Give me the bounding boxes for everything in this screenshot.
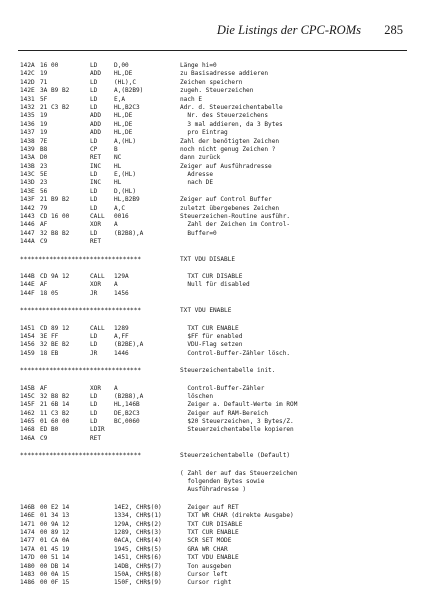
note-line: [20, 478, 412, 486]
code-line: [20, 112, 412, 120]
line-address: 143C: [20, 171, 35, 179]
line-bytes: 19: [40, 120, 48, 128]
line-comment: GRA WR CHAR: [180, 545, 228, 553]
line-comment: Control-Buffer-Zähler lösch.: [180, 349, 291, 357]
line-bytes: 01 CA 0A: [40, 537, 70, 545]
line-comment: Zahl der benötigten Zeichen: [180, 137, 280, 145]
blank-line: [20, 264, 412, 273]
line-address: 144B: [20, 272, 35, 280]
line-bytes: 32 B8 B2: [40, 229, 70, 237]
code-line: [20, 129, 412, 137]
line-comment: löschen: [180, 392, 214, 400]
code-line: [20, 393, 412, 401]
line-address: 1471: [20, 520, 35, 528]
line-address: 143E: [20, 187, 35, 195]
line-operand: E,(HL): [114, 171, 137, 179]
line-operand: HL,146B: [114, 401, 140, 409]
line-bytes: AF: [40, 281, 48, 289]
line-mnemonic: ADD: [90, 120, 102, 128]
line-address: 1454: [20, 332, 35, 340]
section-title: Steuerzeichentabelle init.: [180, 367, 276, 375]
line-mnemonic: LD: [90, 341, 98, 349]
line-address: 1436: [20, 120, 35, 128]
section-separator: [20, 307, 412, 315]
line-bytes: 21 B9 B2: [40, 196, 70, 204]
line-comment: Zeiger auf Control Buffer: [180, 196, 272, 204]
line-bytes: 01 34 13: [40, 512, 70, 520]
line-bytes: 00 0F 15: [40, 579, 70, 587]
line-comment: Null für disabled: [180, 281, 250, 289]
line-bytes: 56: [40, 187, 48, 195]
line-address: 1480: [20, 562, 35, 570]
separator-stars: *********************************: [20, 307, 142, 315]
line-comment: Steuerzeichentabelle kopieren: [180, 426, 294, 434]
line-bytes: 00 89 12: [40, 528, 70, 536]
line-bytes: AF: [40, 384, 48, 392]
line-mnemonic: LD: [90, 171, 98, 179]
section-separator: [20, 367, 412, 375]
line-address: 1432: [20, 103, 35, 111]
line-operand: (B2B8),A: [114, 392, 144, 400]
line-operand: 1945, CHR$(5): [114, 545, 162, 553]
code-line: [20, 537, 412, 545]
line-comment: zu Basisadresse addieren: [180, 70, 269, 78]
code-line: [20, 401, 412, 409]
line-comment: dann zurück: [180, 154, 221, 162]
line-operand: 150F, CHR$(9): [114, 579, 162, 587]
line-operand: 1446: [114, 349, 129, 357]
line-comment: Control-Buffer-Zähler: [180, 384, 265, 392]
note-line: [20, 470, 412, 478]
line-address: 1477: [20, 537, 35, 545]
line-operand: 129A, CHR$(2): [114, 520, 162, 528]
line-address: 143A: [20, 154, 35, 162]
line-comment: 3 mal addieren, da 3 Bytes: [180, 120, 283, 128]
line-bytes: 71: [40, 78, 48, 86]
line-operand: A,(HL): [114, 137, 137, 145]
section-separator: [20, 256, 412, 264]
line-operand: 1289: [114, 324, 129, 332]
line-mnemonic: CP: [90, 145, 98, 153]
line-operand: E,A: [114, 95, 126, 103]
code-line: [20, 325, 412, 333]
code-line: [20, 546, 412, 554]
code-line: [20, 179, 412, 187]
line-mnemonic: JR: [90, 349, 98, 357]
line-address: 1462: [20, 409, 35, 417]
line-address: 142D: [20, 78, 35, 86]
line-operand: B: [114, 145, 118, 153]
line-bytes: 01 60 00: [40, 418, 70, 426]
section-title: Steuerzeichentabelle (Default): [180, 452, 291, 460]
line-comment: TXT CUR DISABLE: [180, 520, 243, 528]
code-line: [20, 426, 412, 434]
page-header: [18, 20, 407, 51]
line-bytes: ED B0: [40, 426, 59, 434]
line-operand: 129A: [114, 272, 129, 280]
line-address: 1438: [20, 137, 35, 145]
line-bytes: 32 B8 B2: [40, 392, 70, 400]
line-address: 147D: [20, 554, 35, 562]
code-line: [20, 163, 412, 171]
line-operand: D,00: [114, 62, 129, 69]
line-comment: noch nicht genug Zeichen ?: [180, 145, 276, 153]
line-bytes: CD 16 00: [40, 213, 70, 221]
line-bytes: C9: [40, 238, 48, 246]
line-operand: HL,DE: [114, 129, 133, 137]
line-mnemonic: LD: [90, 409, 98, 417]
code-line: [20, 70, 412, 78]
line-comment: Buffer=0: [180, 229, 217, 237]
line-bytes: 00 9A 12: [40, 520, 70, 528]
line-address: 1439: [20, 145, 35, 153]
line-mnemonic: LD: [90, 62, 98, 69]
blank-line: [20, 376, 412, 385]
page-header-title: Die Listings der CPC-ROMs: [216, 23, 361, 37]
line-comment: TXT CUR ENABLE: [180, 528, 239, 536]
line-address: 1437: [20, 129, 35, 137]
line-mnemonic: ADD: [90, 112, 102, 120]
line-mnemonic: LD: [90, 196, 98, 204]
line-comment: Ton ausgeben: [180, 562, 232, 570]
line-mnemonic: LD: [90, 204, 98, 212]
line-bytes: 00 0A 15: [40, 570, 70, 578]
line-bytes: 7E: [40, 137, 48, 145]
line-bytes: 19: [40, 129, 48, 137]
section-title: TXT VDU ENABLE: [180, 307, 232, 315]
line-operand: A: [114, 221, 118, 229]
code-line: [20, 273, 412, 281]
blank-line: [20, 495, 412, 504]
line-mnemonic: LD: [90, 78, 98, 86]
line-comment: VDU-Flag setzen: [180, 341, 243, 349]
separator-stars: *********************************: [20, 367, 142, 375]
line-comment: pro Eintrag: [180, 129, 228, 137]
line-bytes: 18 EB: [40, 349, 59, 357]
line-mnemonic: LD: [90, 187, 98, 195]
code-line: [20, 290, 412, 298]
line-comment: Zeiger a. Default-Werte im ROM: [180, 401, 298, 409]
line-mnemonic: XOR: [90, 281, 102, 289]
line-bytes: 3E FF: [40, 332, 59, 340]
line-mnemonic: LD: [90, 103, 98, 111]
line-operand: 14E2, CHR$(0): [114, 503, 162, 511]
line-address: 143F: [20, 196, 35, 204]
line-comment: SCR SET MODE: [180, 537, 232, 545]
line-bytes: D0: [40, 154, 48, 162]
line-operand: BC,0060: [114, 418, 140, 426]
line-comment: $FF für enabled: [180, 332, 243, 340]
line-mnemonic: LD: [90, 229, 98, 237]
note-line: [20, 486, 412, 494]
line-address: 146E: [20, 512, 35, 520]
line-comment: zugeh. Steuerzeichen: [180, 87, 254, 95]
line-comment: nach E: [180, 95, 203, 103]
line-bytes: 11 C3 B2: [40, 409, 70, 417]
line-bytes: 19: [40, 70, 48, 78]
line-mnemonic: INC: [90, 179, 102, 187]
code-line: [20, 504, 412, 512]
code-line: [20, 213, 412, 221]
line-bytes: 00 E2 14: [40, 503, 70, 511]
code-line: [20, 196, 412, 204]
line-comment: Zeiger auf Ausführadresse: [180, 162, 272, 170]
line-operand: HL,B2C3: [114, 103, 140, 111]
section-separator: [20, 452, 412, 460]
line-operand: (B2B8),A: [114, 229, 144, 237]
line-operand: A,C: [114, 204, 126, 212]
line-bytes: 5E: [40, 171, 48, 179]
line-mnemonic: CALL: [90, 272, 105, 280]
code-line: [20, 87, 412, 95]
line-address: 142C: [20, 70, 35, 78]
code-line: [20, 571, 412, 579]
line-mnemonic: LD: [90, 392, 98, 400]
separator-stars: *********************************: [20, 255, 142, 263]
line-bytes: 16 00: [40, 62, 59, 69]
code-line: [20, 205, 412, 213]
line-address: 1451: [20, 324, 35, 332]
line-address: 145C: [20, 392, 35, 400]
line-address: 1447: [20, 229, 35, 237]
line-address: 1468: [20, 426, 35, 434]
line-bytes: B8: [40, 145, 48, 153]
line-bytes: 00 51 14: [40, 554, 70, 562]
code-line: [20, 341, 412, 349]
line-comment: $20 Steuerzeichen, 3 Bytes/Z.: [180, 418, 294, 426]
code-line: [20, 554, 412, 562]
line-address: 1443: [20, 213, 35, 221]
line-bytes: 23: [40, 162, 48, 170]
line-comment: Zeichen speichern: [180, 78, 243, 86]
line-mnemonic: XOR: [90, 384, 102, 392]
line-operand: (HL),C: [114, 78, 137, 86]
line-mnemonic: LD: [90, 95, 98, 103]
line-address: 1486: [20, 579, 35, 587]
note-text: Ausführadresse ): [180, 486, 247, 494]
line-comment: nach DE: [180, 179, 214, 187]
line-operand: 1451, CHR$(6): [114, 554, 162, 562]
line-address: 142E: [20, 87, 35, 95]
code-line: [20, 121, 412, 129]
code-line: [20, 221, 412, 229]
code-line: [20, 138, 412, 146]
line-comment: zuletzt übergebenes Zeichen: [180, 204, 280, 212]
code-line: [20, 435, 412, 443]
line-operand: 14DB, CHR$(7): [114, 562, 162, 570]
line-bytes: 23: [40, 179, 48, 187]
code-line: [20, 96, 412, 104]
line-address: 147A: [20, 545, 35, 553]
line-mnemonic: JR: [90, 289, 98, 297]
line-comment: TXT CUR ENABLE: [180, 324, 239, 332]
code-line: [20, 410, 412, 418]
blank-line: [20, 358, 412, 367]
line-operand: NC: [114, 154, 122, 162]
code-line: [20, 230, 412, 238]
line-bytes: C9: [40, 434, 48, 442]
code-line: [20, 579, 412, 587]
code-line: [20, 171, 412, 179]
line-address: 1483: [20, 570, 35, 578]
line-comment: Zeiger auf RET: [180, 503, 239, 511]
line-operand: HL,B2B9: [114, 196, 140, 204]
code-line: [20, 521, 412, 529]
note-text: folgenden Bytes sowie: [180, 478, 265, 486]
line-bytes: 21 6B 14: [40, 401, 70, 409]
line-comment: Adresse: [180, 171, 214, 179]
line-bytes: 18 05: [40, 289, 59, 297]
line-address: 1474: [20, 528, 35, 536]
line-comment: Steuerzeichen-Routine ausführ.: [180, 213, 291, 221]
line-address: 1465: [20, 418, 35, 426]
line-bytes: 32 BE B2: [40, 341, 70, 349]
line-comment: TXT WR CHAR (direkte Ausgabe): [180, 512, 294, 520]
line-comment: TXT CUR DISABLE: [180, 272, 243, 280]
line-mnemonic: LD: [90, 401, 98, 409]
code-line: [20, 512, 412, 520]
code-line: [20, 333, 412, 341]
code-line: [20, 154, 412, 162]
line-address: 143D: [20, 179, 35, 187]
note-text: ( Zahl der auf das Steuerzeichen: [180, 469, 298, 477]
line-address: 145B: [20, 384, 35, 392]
line-operand: HL: [114, 179, 122, 187]
line-address: 146A: [20, 434, 35, 442]
line-comment: Nr. des Steuerzeichens: [180, 112, 269, 120]
separator-stars: *********************************: [20, 452, 142, 460]
code-line: [20, 79, 412, 87]
line-operand: 150A, CHR$(8): [114, 570, 162, 578]
line-mnemonic: LD: [90, 332, 98, 340]
line-address: 144A: [20, 238, 35, 246]
line-operand: A: [114, 281, 118, 289]
blank-line: [20, 443, 412, 452]
assembly-listing: [20, 62, 412, 588]
code-line: [20, 529, 412, 537]
line-operand: (B2BE),A: [114, 341, 144, 349]
line-address: 144F: [20, 289, 35, 297]
line-comment: Cursor left: [180, 570, 228, 578]
line-operand: 0ACA, CHR$(4): [114, 537, 162, 545]
line-bytes: 79: [40, 204, 48, 212]
line-operand: A: [114, 384, 118, 392]
line-operand: 1334, CHR$(1): [114, 512, 162, 520]
line-bytes: 00 DB 14: [40, 562, 70, 570]
line-operand: HL,DE: [114, 120, 133, 128]
section-title: TXT VDU DISABLE: [180, 255, 236, 263]
line-operand: HL,DE: [114, 112, 133, 120]
line-bytes: AF: [40, 221, 48, 229]
code-line: [20, 62, 412, 70]
line-mnemonic: RET: [90, 434, 102, 442]
code-line: [20, 146, 412, 154]
line-address: 1456: [20, 341, 35, 349]
blank-line: [20, 298, 412, 307]
line-bytes: 19: [40, 112, 48, 120]
line-operand: 1289, CHR$(3): [114, 528, 162, 536]
line-address: 142A: [20, 62, 35, 69]
code-line: [20, 385, 412, 393]
line-mnemonic: LDIR: [90, 426, 105, 434]
line-comment: Cursor right: [180, 579, 232, 587]
line-mnemonic: INC: [90, 162, 102, 170]
line-operand: A,FF: [114, 332, 129, 340]
line-address: 144E: [20, 281, 35, 289]
page-number: 285: [384, 23, 403, 37]
line-mnemonic: ADD: [90, 70, 102, 78]
line-operand: DE,B2C3: [114, 409, 140, 417]
line-address: 146B: [20, 503, 35, 511]
line-operand: HL: [114, 162, 122, 170]
line-bytes: 3A B9 B2: [40, 87, 70, 95]
line-mnemonic: RET: [90, 154, 102, 162]
line-bytes: 5F: [40, 95, 48, 103]
line-bytes: 21 C3 B2: [40, 103, 70, 111]
line-bytes: CD 89 12: [40, 324, 70, 332]
line-operand: HL,DE: [114, 70, 133, 78]
line-address: 1442: [20, 204, 35, 212]
line-address: 1435: [20, 112, 35, 120]
line-comment: Länge hi=0: [180, 62, 217, 69]
line-mnemonic: LD: [90, 137, 98, 145]
code-line: [20, 188, 412, 196]
line-comment: Zeiger auf RAM-Bereich: [180, 409, 269, 417]
line-operand: 0016: [114, 213, 129, 221]
blank-line: [20, 247, 412, 256]
line-comment: TXT VDU ENABLE: [180, 554, 239, 562]
blank-line: [20, 316, 412, 325]
line-mnemonic: ADD: [90, 129, 102, 137]
line-address: 143B: [20, 162, 35, 170]
line-mnemonic: CALL: [90, 213, 105, 221]
code-line: [20, 418, 412, 426]
code-line: [20, 104, 412, 112]
line-address: 1431: [20, 95, 35, 103]
line-address: 1459: [20, 349, 35, 357]
line-comment: Zahl der Zeichen im Control-: [180, 221, 291, 229]
line-bytes: CD 9A 12: [40, 272, 70, 280]
line-mnemonic: CALL: [90, 324, 105, 332]
line-mnemonic: LD: [90, 87, 98, 95]
line-comment: Adr. d. Steuerzeichentabelle: [180, 103, 283, 111]
code-line: [20, 563, 412, 571]
line-operand: D,(HL): [114, 187, 137, 195]
code-line: [20, 238, 412, 246]
line-bytes: 01 45 19: [40, 545, 70, 553]
blank-line: [20, 461, 412, 470]
line-mnemonic: RET: [90, 238, 102, 246]
line-address: 145F: [20, 401, 35, 409]
code-line: [20, 350, 412, 358]
line-address: 1446: [20, 221, 35, 229]
code-line: [20, 281, 412, 289]
line-operand: 1456: [114, 289, 129, 297]
line-mnemonic: LD: [90, 418, 98, 426]
line-operand: A,(B2B9): [114, 87, 144, 95]
line-mnemonic: XOR: [90, 221, 102, 229]
